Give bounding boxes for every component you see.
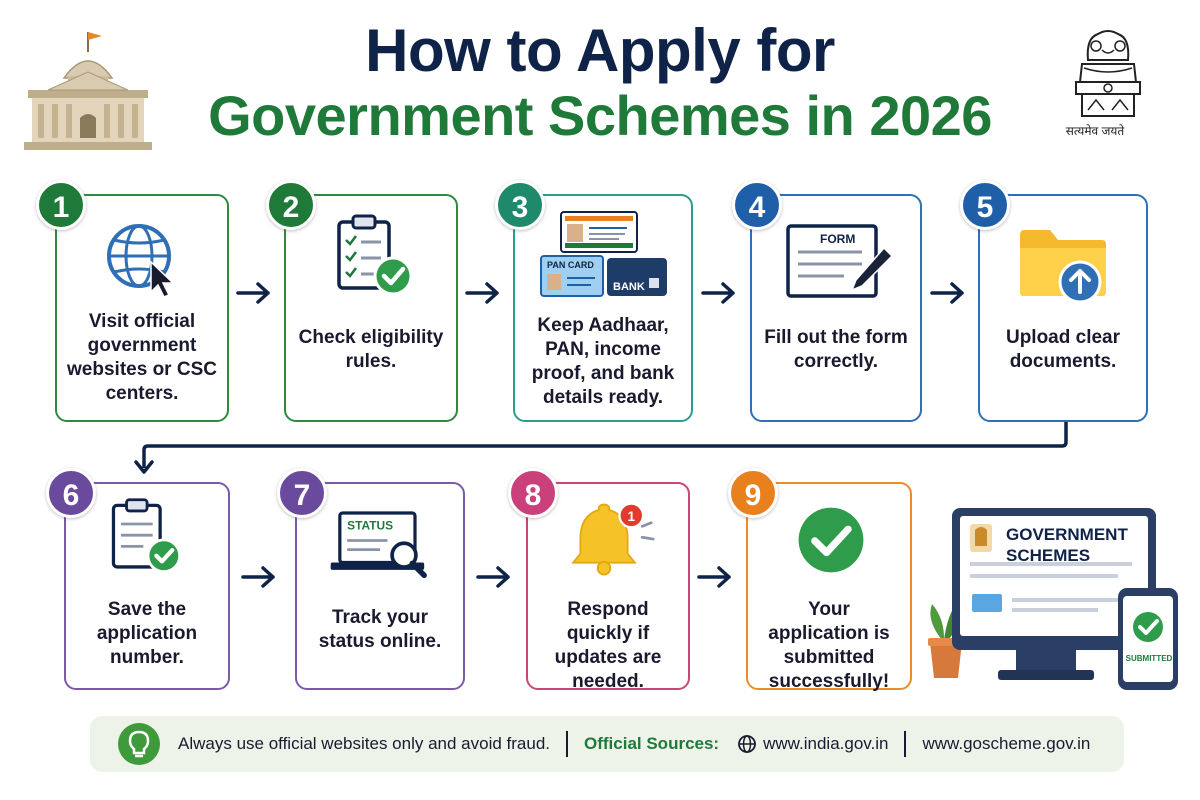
- step-caption: Keep Aadhaar, PAN, income proof, and bank details ready.: [531, 315, 675, 408]
- step-card-7: [295, 482, 465, 690]
- arrow-right-icon: [930, 281, 968, 305]
- step-number-badge: 1: [36, 180, 86, 230]
- arrow-right-icon: [236, 281, 274, 305]
- divider: [566, 731, 568, 757]
- step-caption: Save the application number.: [96, 599, 198, 668]
- step-number-badge: 8: [508, 468, 558, 518]
- lightbulb-icon: [118, 723, 160, 765]
- step-card-8: [526, 482, 690, 690]
- step-card-3: [513, 194, 693, 422]
- step-number-badge: 6: [46, 468, 96, 518]
- title-line-2: Government Schemes in 2026: [208, 84, 992, 147]
- step-number-badge: 7: [277, 468, 327, 518]
- form-pen-icon: [784, 222, 894, 302]
- official-sources-label: Official Sources:: [584, 734, 720, 753]
- folder-upload-icon: [1016, 218, 1116, 308]
- notification-count-badge: 1: [627, 508, 636, 524]
- connector-arrow-icon: [128, 420, 1078, 478]
- clipboard-check-icon: [331, 212, 421, 302]
- notification-bell-icon: [564, 498, 664, 582]
- arrow-right-icon: [701, 281, 739, 305]
- step-number-badge: 9: [728, 468, 778, 518]
- national-emblem-icon: [1058, 20, 1158, 132]
- laptop-search-icon: [327, 508, 437, 584]
- footer-tip-bar: [90, 716, 1124, 772]
- id-cards-icon: [539, 210, 669, 300]
- footer-tip-text: Always use official websites only and avoid fraud.: [178, 734, 550, 753]
- pan-card-label: PAN CARD: [547, 260, 594, 270]
- title-line-1: How to Apply for: [365, 17, 835, 84]
- india-gov-link[interactable]: www.india.gov.in: [763, 734, 889, 753]
- arrow-right-icon: [697, 565, 735, 589]
- globe-icon: [737, 734, 757, 754]
- step-caption: Visit official government websites or CSC centers.: [67, 311, 217, 404]
- clipboard-check-icon: [106, 496, 190, 580]
- step-caption: Track your status online.: [318, 607, 442, 652]
- government-building-icon: [22, 26, 152, 156]
- step-number-badge: 4: [732, 180, 782, 230]
- step-card-4: [750, 194, 922, 422]
- monitor-title: GOVERNMENT SCHEMES: [1006, 525, 1128, 565]
- step-number-badge: 2: [266, 180, 316, 230]
- step-caption: Upload clear documents.: [1005, 327, 1121, 372]
- step-card-6: [64, 482, 230, 690]
- status-label: STATUS: [347, 518, 394, 533]
- form-label: FORM: [820, 232, 856, 246]
- globe-cursor-icon: [99, 218, 189, 298]
- step-caption: Check eligibility rules.: [298, 327, 444, 372]
- divider: [904, 731, 906, 757]
- check-circle-icon: [795, 504, 867, 576]
- goscheme-gov-link[interactable]: www.goscheme.gov.in: [922, 734, 1091, 753]
- phone-status-label: SUBMITTED: [1125, 654, 1173, 663]
- step-caption: Your application is submitted successfully!: [768, 599, 890, 692]
- step-number-badge: 3: [495, 180, 545, 230]
- arrow-right-icon: [241, 565, 279, 589]
- step-caption: Respond quickly if updates are needed.: [554, 599, 662, 692]
- step-card-5: [978, 194, 1148, 422]
- step-number-badge: 5: [960, 180, 1010, 230]
- arrow-right-icon: [476, 565, 514, 589]
- step-card-9: [746, 482, 912, 690]
- step-card-2: [284, 194, 458, 422]
- step-card-1: [55, 194, 229, 422]
- arrow-right-icon: [465, 281, 503, 305]
- step-caption: Fill out the form correctly.: [764, 327, 908, 372]
- bank-card-label: BANK: [613, 281, 645, 293]
- page-title: [0, 18, 1200, 148]
- emblem-motto: सत्यमेव जयते: [1065, 124, 1125, 138]
